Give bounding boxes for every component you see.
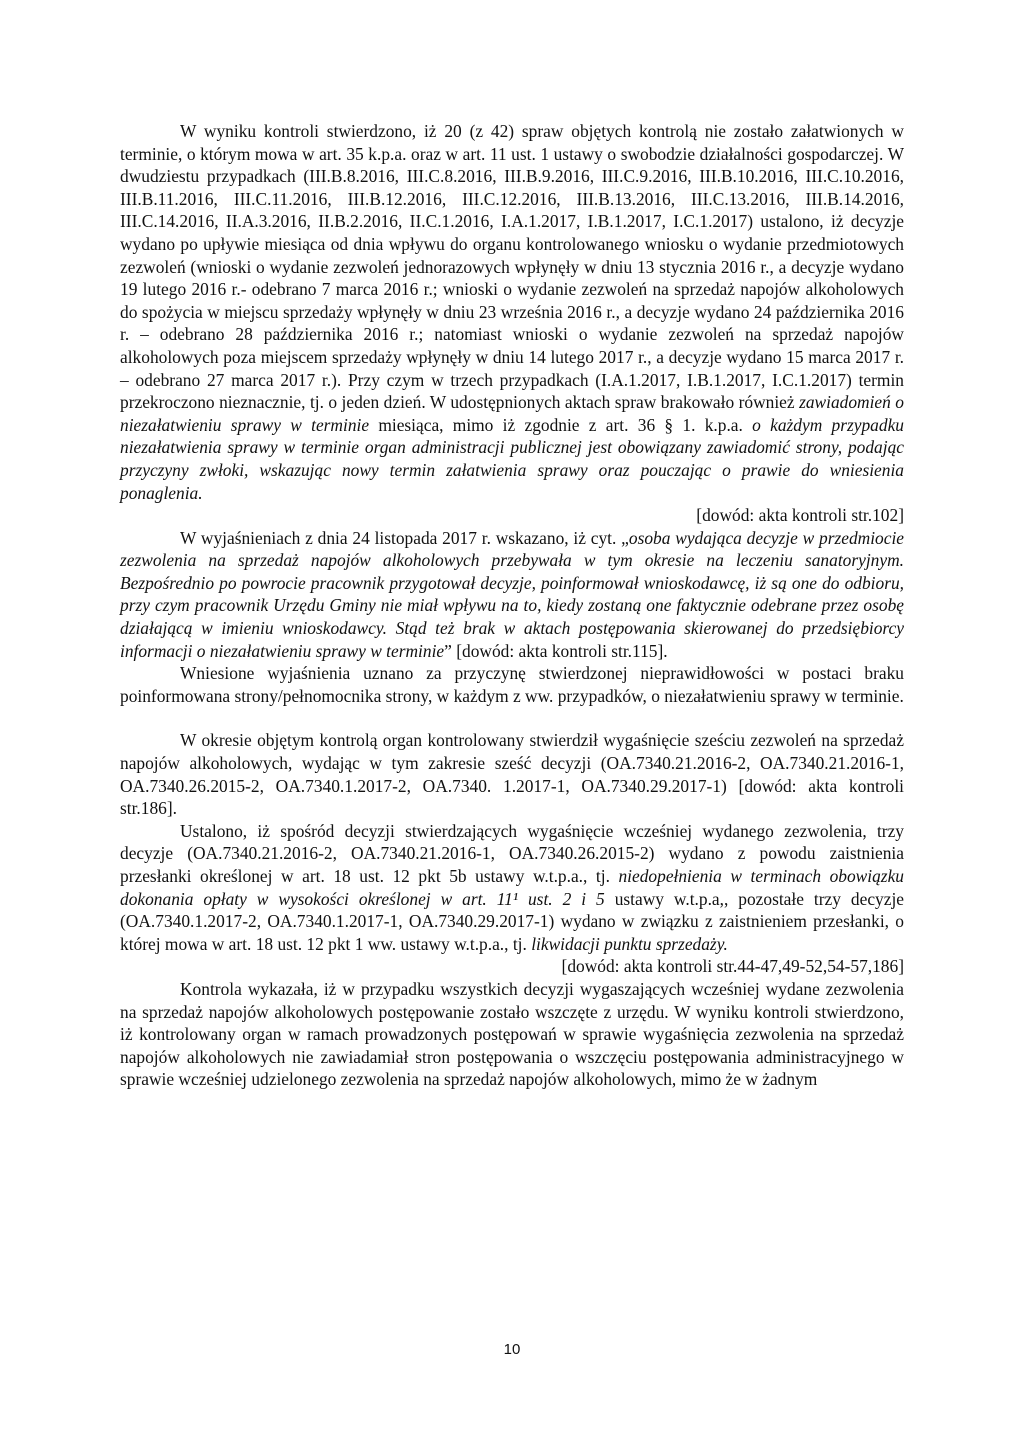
italic-quote: osoba wydająca decyzje w przedmiocie zezwolenia na sprzedaż napojów alkoholowych przebywała w tym okresie na leczeniu sanatoryjnym. Bezpośrednio po powrocie pracownik przygotował decyzje, poinformował wnioskodawcę, iż są one do odbioru, przy czym pracownik Urzędu Gminy nie miał wpływu na to, kiedy zostaną one faktycznie odebrane przez osobę działającą w imieniu wnioskodawcy. Stąd też brak w aktach postępowania skierowanej do przedsiębiorcy informacji o niezałatwieniu sprawy w terminie — [120, 527, 905, 661]
paragraph-text: ” [dowód: akta kontroli str.115]. — [444, 640, 668, 661]
paragraph-expiry: W okresie objętym kontrolą organ kontrolowany stwierdził wygaśnięcie sześciu zezwoleń na sprzedaż napojów alkoholowych, wydając w tym zakresie sześć decyzji (OA.7340.21.2016-2, OA.7340.21.2016-1, OA.7340.26.2015-2, OA.7340.1.2017-2, OA.7340. 1.2017-1, OA.7340.29.2017-1) [dowód: akta kontroli str.186]. — [120, 730, 904, 819]
paragraph-control-findings: Kontrola wykazała, iż w przypadku wszystkich decyzji wygaszających wcześniej wydane zezwolenia na sprzedaż napojów alkoholowych postępowanie zostało wszczęte z urzędu. W wyniku kontroli stwierdzono, iż kontrolowany organ w ramach prowadzonych postępowań w sprawie wygaśnięcia zezwolenia na sprzedaż napojów alkoholowych nie zawiadamiał stron postępowania o wszczęciu postępowania administracyjnego w sprawie wcześniej udzielonego zezwolenia na sprzedaż napojów alkoholowych, mimo że w żadnym — [120, 978, 904, 1090]
paragraph-decisions — [120, 820, 904, 956]
italic-phrase: likwidacji punktu sprzedaży. — [531, 933, 728, 954]
document-page — [120, 120, 904, 1091]
paragraph-gap — [120, 707, 904, 729]
evidence-reference: [dowód: akta kontroli str.44-47,49-52,54-57,186] — [561, 956, 904, 977]
paragraph-text: ustawy w.t.p.a,, pozostałe trzy decyzje (OA.7340.1.2017-2, OA.7340.1.2017-1, OA.7340.29.2017-1) wydano w związku z zaistnieniem przesłanki, o której mowa w art. 18 ust. 12 pkt 1 ww. ustawy w.t.p.a., tj. — [120, 888, 904, 954]
paragraph-explanations — [120, 527, 904, 663]
evidence-reference: [dowód: akta kontroli str.102] — [696, 505, 904, 526]
italic-phrase: niedopełnienia w terminach obowiązku dokonania opłaty w wysokości określonej w art. 11¹ ust. 2 i 5 — [120, 866, 904, 909]
italic-phrase: zawiadomień o niezałatwieniu sprawy w terminie — [120, 392, 904, 435]
paragraph-text: Ustalono, iż spośród decyzji stwierdzających wygaśnięcie wcześniej wydanego zezwolenia, trzy decyzje (OA.7340.21.2016-2, OA.7340.21.2016-1, OA.7340.26.2015-2) wydano z powodu zaistnienia przesłanki określonej w art. 18 ust. 12 pkt 5b ustawy w.t.p.a., tj. — [120, 820, 904, 886]
paragraph-text: W wyniku kontroli stwierdzono, iż 20 (z 42) spraw objętych kontrolą nie zostało załatwionych w terminie, o którym mowa w art. 35 k.p.a. oraz w art. 11 ust. 1 ustawy o swobodzie działalności gospodarczej. W dwudziestu przypadkach (III.B.8.2016, III.C.8.2016, III.B.9.2016, III.C.9.2016, III.B.10.2016, III.C.10.2016, III.B.11.2016, III.C.11.2016, III.B.12.2016, III.C.12.2016, III.B.13.2016, III.C.13.2016, III.B.14.2016, III.C.14.2016, II.A.3.2016, II.B.2.2016, II.C.1.2016, I.A.1.2017, I.B.1.2017, I.C.1.2017) ustalono, iż decyzje wydano po upływie miesiąca od dnia wpływu do organu kontrolowanego wniosku o wydanie przedmiotowych zezwoleń (wnioski o wydanie zezwoleń jednorazowych wpłynęły w dniu 13 stycznia 2016 r., a decyzje wydano 19 lutego 2016 r.- odebrano 7 marca 2016 r.; wnioski o wydanie zezwoleń na sprzedaż napojów alkoholowych do spożycia w miejscu sprzedaży wpłynęły w dniu 23 września 2016 r., a decyzje wydano 24 października 2016 r. – odebrano 28 października 2016 r.; natomiast wnioski o wydanie zezwoleń na sprzedaż napojów alkoholowych poza miejscem sprzedaży wpłynęły w dniu 14 lutego 2017 r., a decyzje wydano 15 marca 2017 r. – odebrano 27 marca 2017 r.). Przy czym w trzech przypadkach (I.A.1.2017, I.B.1.2017, I.C.1.2017) termin przekroczono nieznacznie, tj. o jeden dzień. W udostępnionych aktach spraw brakowało również — [120, 121, 904, 413]
paragraph-text: miesiąca, mimo iż zgodnie z art. 36 § 1. k.p.a. — [369, 414, 753, 435]
paragraph-delays — [120, 120, 904, 504]
paragraph-text: W wyjaśnieniach z dnia 24 listopada 2017 r. wskazano, iż cyt. „ — [180, 527, 629, 548]
page-number: 10 — [503, 1341, 521, 1358]
paragraph-conclusion: Wniesione wyjaśnienia uznano za przyczynę stwierdzonej nieprawidłowości w postaci braku poinformowana strony/pełnomocnika strony, w każdym z ww. przypadków, o niezałatwieniu sprawy w terminie. — [120, 663, 904, 706]
italic-quote: o każdym przypadku niezałatwienia sprawy w terminie organ administracji publicznej jest obowiązany zawiadomić strony, podając przyczyny zwłoki, wskazując nowy termin załatwienia sprawy oraz pouczając o prawie do wniesienia ponaglenia. — [120, 414, 904, 503]
